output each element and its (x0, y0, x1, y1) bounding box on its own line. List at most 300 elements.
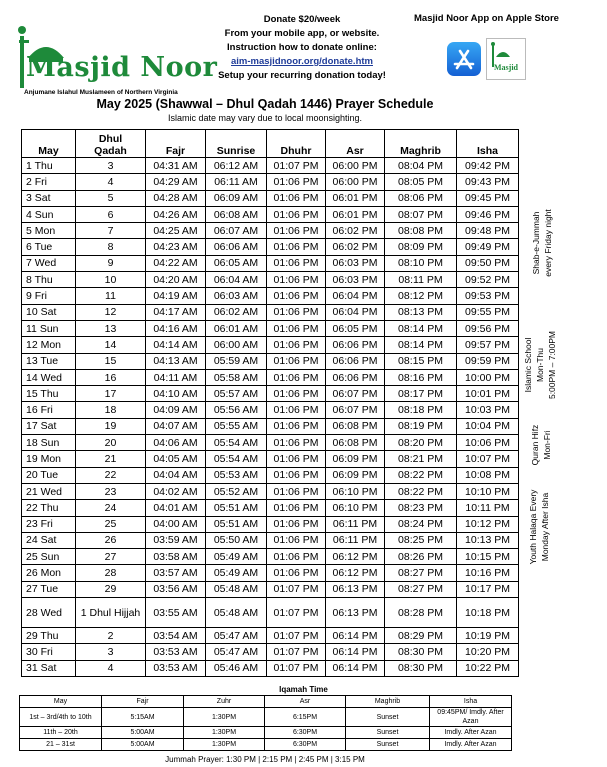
iqamah-row (20, 708, 512, 727)
time-cell: 10:18 PM (457, 598, 519, 628)
day-cell: 16 Fri (22, 402, 76, 418)
time-cell: 01:06 PM (267, 516, 326, 532)
time-cell: 10:08 PM (457, 467, 519, 483)
table-row (22, 532, 519, 548)
time-cell: 08:16 PM (385, 369, 457, 385)
time-cell: 10:17 PM (457, 581, 519, 597)
time-cell: 10:04 PM (457, 418, 519, 434)
time-cell: 04:13 AM (146, 353, 206, 369)
col-header-fajr: Fajr (146, 130, 206, 158)
time-cell: 01:07 PM (267, 628, 326, 644)
time-cell: 06:14 PM (326, 660, 385, 676)
day-cell: 19 Mon (22, 451, 76, 467)
hijri-date-cell: 13 (76, 320, 146, 336)
time-cell: 08:14 PM (385, 337, 457, 353)
day-cell: 29 Thu (22, 628, 76, 644)
time-cell: 06:07 AM (206, 223, 267, 239)
hijri-date-cell: 28 (76, 565, 146, 581)
iqamah-body (20, 708, 512, 751)
time-cell: 08:30 PM (385, 644, 457, 660)
day-cell: 28 Wed (22, 598, 76, 628)
day-cell: 12 Mon (22, 337, 76, 353)
time-cell: 06:08 PM (326, 435, 385, 451)
time-cell: 10:13 PM (457, 532, 519, 548)
iqamah-cell: 1:30PM (184, 727, 265, 739)
time-cell: 05:54 AM (206, 451, 267, 467)
time-cell: 06:02 PM (326, 223, 385, 239)
time-cell: 06:13 PM (326, 598, 385, 628)
time-cell: 09:49 PM (457, 239, 519, 255)
time-cell: 09:52 PM (457, 272, 519, 288)
day-cell: 3 Sat (22, 190, 76, 206)
time-cell: 08:25 PM (385, 532, 457, 548)
table-row (22, 239, 519, 255)
iqamah-cell: 6:15PM (265, 708, 346, 727)
time-cell: 05:53 AM (206, 467, 267, 483)
day-cell: 7 Wed (22, 255, 76, 271)
time-cell: 04:25 AM (146, 223, 206, 239)
time-cell: 08:28 PM (385, 598, 457, 628)
time-cell: 06:14 PM (326, 628, 385, 644)
time-cell: 03:54 AM (146, 628, 206, 644)
hijri-date-cell: 29 (76, 581, 146, 597)
table-row (22, 451, 519, 467)
time-cell: 06:01 PM (326, 190, 385, 206)
time-cell: 08:22 PM (385, 467, 457, 483)
time-cell: 01:06 PM (267, 483, 326, 499)
time-cell: 04:16 AM (146, 320, 206, 336)
time-cell: 01:06 PM (267, 369, 326, 385)
time-cell: 01:06 PM (267, 174, 326, 190)
time-cell: 06:03 PM (326, 272, 385, 288)
day-cell: 21 Wed (22, 483, 76, 499)
iqamah-cell: Sunset (346, 727, 430, 739)
time-cell: 08:13 PM (385, 304, 457, 320)
time-cell: 09:56 PM (457, 320, 519, 336)
time-cell: 05:59 AM (206, 353, 267, 369)
table-row (22, 320, 519, 336)
hijri-date-cell: 18 (76, 402, 146, 418)
day-cell: 14 Wed (22, 369, 76, 385)
time-cell: 04:31 AM (146, 158, 206, 174)
table-row (22, 628, 519, 644)
time-cell: 05:51 AM (206, 500, 267, 516)
time-cell: 01:07 PM (267, 581, 326, 597)
svg-text:Masjid: Masjid (494, 63, 518, 72)
time-cell: 09:46 PM (457, 206, 519, 222)
day-cell: 6 Tue (22, 239, 76, 255)
time-cell: 04:00 AM (146, 516, 206, 532)
time-cell: 09:53 PM (457, 288, 519, 304)
hijri-date-cell: 22 (76, 467, 146, 483)
jummah-times: Jummah Prayer: 1:30 PM | 2:15 PM | 2:45 PM | 3:15 PM (165, 755, 365, 764)
table-row (22, 206, 519, 222)
time-cell: 05:48 AM (206, 581, 267, 597)
time-cell: 08:21 PM (385, 451, 457, 467)
day-cell: 17 Sat (22, 418, 76, 434)
time-cell: 08:23 PM (385, 500, 457, 516)
time-cell: 10:20 PM (457, 644, 519, 660)
time-cell: 01:06 PM (267, 320, 326, 336)
app-store-icon[interactable] (447, 42, 481, 76)
time-cell: 08:07 PM (385, 206, 457, 222)
side-note-islamic-school: Islamic School Mon-Thu 5:00PM – 7:00PM (523, 330, 557, 400)
time-cell: 01:06 PM (267, 467, 326, 483)
hijri-date-cell: 6 (76, 206, 146, 222)
day-cell: 22 Thu (22, 500, 76, 516)
side-note-youth-halaqa: Youth Halaqa Every Monday After Isha (528, 489, 550, 565)
time-cell: 08:30 PM (385, 660, 457, 676)
time-cell: 05:58 AM (206, 369, 267, 385)
iqamah-cell: 5:15AM (102, 708, 184, 727)
time-cell: 01:06 PM (267, 532, 326, 548)
time-cell: 10:19 PM (457, 628, 519, 644)
logo-name: Masjid Noor (26, 52, 218, 83)
iqamah-cell: 21 – 31st (20, 739, 102, 751)
iqamah-cell: 5:00AM (102, 727, 184, 739)
table-row (22, 255, 519, 271)
time-cell: 06:08 AM (206, 206, 267, 222)
time-cell: 05:46 AM (206, 660, 267, 676)
iqamah-cell: 1:30PM (184, 739, 265, 751)
page-title: May 2025 (Shawwal – Dhul Qadah 1446) Prayer Schedule (96, 97, 434, 111)
time-cell: 08:26 PM (385, 549, 457, 565)
time-cell: 06:12 PM (326, 565, 385, 581)
hijri-date-cell: 12 (76, 304, 146, 320)
donate-link[interactable]: aim-masjidnoor.org/donate.htm (231, 56, 373, 67)
time-cell: 04:23 AM (146, 239, 206, 255)
hijri-date-cell: 4 (76, 660, 146, 676)
table-row (22, 483, 519, 499)
time-cell: 06:07 PM (326, 386, 385, 402)
time-cell: 06:12 AM (206, 158, 267, 174)
table-row (22, 174, 519, 190)
table-row (22, 660, 519, 676)
time-cell: 08:05 PM (385, 174, 457, 190)
time-cell: 08:08 PM (385, 223, 457, 239)
day-cell: 1 Thu (22, 158, 76, 174)
time-cell: 08:24 PM (385, 516, 457, 532)
time-cell: 04:05 AM (146, 451, 206, 467)
time-cell: 08:11 PM (385, 272, 457, 288)
time-cell: 01:06 PM (267, 206, 326, 222)
time-cell: 01:06 PM (267, 402, 326, 418)
time-cell: 06:11 PM (326, 532, 385, 548)
day-cell: 4 Sun (22, 206, 76, 222)
hijri-date-cell: 24 (76, 500, 146, 516)
time-cell: 10:12 PM (457, 516, 519, 532)
iqamah-cell: Sunset (346, 708, 430, 727)
time-cell: 08:20 PM (385, 435, 457, 451)
hijri-date-cell: 7 (76, 223, 146, 239)
time-cell: 04:20 AM (146, 272, 206, 288)
table-row (22, 598, 519, 628)
time-cell: 10:11 PM (457, 500, 519, 516)
iqamah-cell: 1st – 3rd/4th to 10th (20, 708, 102, 727)
time-cell: 08:22 PM (385, 483, 457, 499)
donate-footer: Setup your recurring donation today! (218, 70, 386, 81)
table-row (22, 190, 519, 206)
table-row (22, 288, 519, 304)
table-row (22, 369, 519, 385)
time-cell: 06:04 PM (326, 288, 385, 304)
iqamah-cell: 6:30PM (265, 727, 346, 739)
time-cell: 06:07 PM (326, 402, 385, 418)
time-cell: 08:29 PM (385, 628, 457, 644)
time-cell: 10:01 PM (457, 386, 519, 402)
time-cell: 05:54 AM (206, 435, 267, 451)
time-cell: 06:06 PM (326, 353, 385, 369)
day-cell: 26 Mon (22, 565, 76, 581)
hijri-date-cell: 17 (76, 386, 146, 402)
iqamah-title: Iqamah Time (279, 685, 328, 694)
donate-line: Instruction how to donate online: (227, 42, 377, 53)
time-cell: 06:03 PM (326, 255, 385, 271)
hijri-date-cell: 10 (76, 272, 146, 288)
time-cell: 10:10 PM (457, 483, 519, 499)
day-cell: 5 Mon (22, 223, 76, 239)
day-cell: 18 Sun (22, 435, 76, 451)
iqamah-col-header: Isha (430, 696, 512, 708)
hijri-date-cell: 5 (76, 190, 146, 206)
time-cell: 08:27 PM (385, 565, 457, 581)
hijri-date-cell: 4 (76, 174, 146, 190)
time-cell: 06:13 PM (326, 581, 385, 597)
iqamah-cell: Imdly. After Azan (430, 739, 512, 751)
time-cell: 10:00 PM (457, 369, 519, 385)
hijri-date-cell: 15 (76, 353, 146, 369)
table-row (22, 565, 519, 581)
time-cell: 08:18 PM (385, 402, 457, 418)
time-cell: 04:10 AM (146, 386, 206, 402)
time-cell: 03:59 AM (146, 532, 206, 548)
time-cell: 04:04 AM (146, 467, 206, 483)
iqamah-cell: 5:00AM (102, 739, 184, 751)
table-row (22, 467, 519, 483)
time-cell: 09:59 PM (457, 353, 519, 369)
time-cell: 09:45 PM (457, 190, 519, 206)
time-cell: 06:11 PM (326, 516, 385, 532)
iqamah-header-row (20, 696, 512, 708)
time-cell: 06:00 PM (326, 158, 385, 174)
iqamah-col-header: Maghrib (346, 696, 430, 708)
time-cell: 04:29 AM (146, 174, 206, 190)
hijri-date-cell: 11 (76, 288, 146, 304)
time-cell: 04:26 AM (146, 206, 206, 222)
time-cell: 08:19 PM (385, 418, 457, 434)
time-cell: 06:09 PM (326, 467, 385, 483)
time-cell: 03:55 AM (146, 598, 206, 628)
time-cell: 08:06 PM (385, 190, 457, 206)
table-row (22, 644, 519, 660)
day-cell: 8 Thu (22, 272, 76, 288)
time-cell: 06:04 PM (326, 304, 385, 320)
time-cell: 06:00 PM (326, 174, 385, 190)
iqamah-cell: 09:45PM/ Imdly. After Azan (430, 708, 512, 727)
time-cell: 05:49 AM (206, 549, 267, 565)
hijri-date-cell: 1 Dhul Hijjah (76, 598, 146, 628)
table-row (22, 158, 519, 174)
time-cell: 09:55 PM (457, 304, 519, 320)
time-cell: 01:06 PM (267, 255, 326, 271)
time-cell: 09:43 PM (457, 174, 519, 190)
appstore-text: Masjid Noor App on Apple Store (414, 13, 559, 24)
iqamah-cell: 11th – 20th (20, 727, 102, 739)
day-cell: 9 Fri (22, 288, 76, 304)
iqamah-cell: 6:30PM (265, 739, 346, 751)
logo-org: Anjumane Islahul Muslameen of Northern Virginia (24, 89, 178, 96)
table-header-row (22, 130, 519, 158)
hijri-date-cell: 9 (76, 255, 146, 271)
day-cell: 11 Sun (22, 320, 76, 336)
time-cell: 01:06 PM (267, 565, 326, 581)
time-cell: 10:03 PM (457, 402, 519, 418)
hijri-date-cell: 27 (76, 549, 146, 565)
time-cell: 05:49 AM (206, 565, 267, 581)
col-header-dhuhr: Dhuhr (267, 130, 326, 158)
col-header-sunrise: Sunrise (206, 130, 267, 158)
donate-line: From your mobile app, or website. (224, 28, 380, 39)
day-cell: 23 Fri (22, 516, 76, 532)
col-header-may: May (22, 130, 76, 158)
time-cell: 06:01 AM (206, 320, 267, 336)
time-cell: 05:48 AM (206, 598, 267, 628)
time-cell: 04:06 AM (146, 435, 206, 451)
table-row (22, 337, 519, 353)
day-cell: 30 Fri (22, 644, 76, 660)
time-cell: 04:09 AM (146, 402, 206, 418)
iqamah-row (20, 739, 512, 751)
iqamah-cell: Imdly. After Azan (430, 727, 512, 739)
time-cell: 06:02 AM (206, 304, 267, 320)
donate-block (192, 13, 412, 83)
time-cell: 09:42 PM (457, 158, 519, 174)
time-cell: 01:06 PM (267, 500, 326, 516)
hijri-date-cell: 19 (76, 418, 146, 434)
time-cell: 04:11 AM (146, 369, 206, 385)
schedule-body (22, 158, 519, 677)
day-cell: 2 Fri (22, 174, 76, 190)
time-cell: 10:22 PM (457, 660, 519, 676)
masjid-app-icon[interactable] (486, 38, 526, 80)
iqamah-cell: 1:30PM (184, 708, 265, 727)
day-cell: 15 Thu (22, 386, 76, 402)
day-cell: 27 Tue (22, 581, 76, 597)
prayer-schedule-table (21, 129, 519, 677)
day-cell: 13 Tue (22, 353, 76, 369)
hijri-date-cell: 8 (76, 239, 146, 255)
col-header-maghrib: Maghrib (385, 130, 457, 158)
col-header-asr: Asr (326, 130, 385, 158)
time-cell: 06:10 PM (326, 483, 385, 499)
time-cell: 04:22 AM (146, 255, 206, 271)
time-cell: 05:47 AM (206, 644, 267, 660)
iqamah-col-header: Asr (265, 696, 346, 708)
time-cell: 09:57 PM (457, 337, 519, 353)
table-row (22, 386, 519, 402)
hijri-date-cell: 21 (76, 451, 146, 467)
time-cell: 06:00 AM (206, 337, 267, 353)
time-cell: 05:57 AM (206, 386, 267, 402)
time-cell: 06:03 AM (206, 288, 267, 304)
time-cell: 01:06 PM (267, 337, 326, 353)
iqamah-col-header: May (20, 696, 102, 708)
time-cell: 08:15 PM (385, 353, 457, 369)
time-cell: 04:07 AM (146, 418, 206, 434)
day-cell: 20 Tue (22, 467, 76, 483)
time-cell: 03:58 AM (146, 549, 206, 565)
time-cell: 01:06 PM (267, 386, 326, 402)
time-cell: 09:48 PM (457, 223, 519, 239)
table-row (22, 304, 519, 320)
table-row (22, 353, 519, 369)
time-cell: 04:01 AM (146, 500, 206, 516)
table-row (22, 272, 519, 288)
hijri-date-cell: 20 (76, 435, 146, 451)
time-cell: 06:06 PM (326, 369, 385, 385)
table-row (22, 402, 519, 418)
page-subtitle: Islamic date may vary due to local moonsighting. (167, 113, 363, 123)
time-cell: 03:56 AM (146, 581, 206, 597)
hijri-date-cell: 16 (76, 369, 146, 385)
iqamah-table (19, 695, 512, 751)
time-cell: 06:04 AM (206, 272, 267, 288)
time-cell: 04:28 AM (146, 190, 206, 206)
time-cell: 01:07 PM (267, 598, 326, 628)
col-header-dhul-qadah: Dhul Qadah (76, 130, 146, 158)
time-cell: 06:02 PM (326, 239, 385, 255)
time-cell: 05:50 AM (206, 532, 267, 548)
day-cell: 10 Sat (22, 304, 76, 320)
time-cell: 08:04 PM (385, 158, 457, 174)
time-cell: 05:55 AM (206, 418, 267, 434)
time-cell: 08:14 PM (385, 320, 457, 336)
time-cell: 04:02 AM (146, 483, 206, 499)
hijri-date-cell: 26 (76, 532, 146, 548)
time-cell: 06:12 PM (326, 549, 385, 565)
time-cell: 01:06 PM (267, 272, 326, 288)
hijri-date-cell: 3 (76, 158, 146, 174)
hijri-date-cell: 3 (76, 644, 146, 660)
time-cell: 08:10 PM (385, 255, 457, 271)
time-cell: 06:06 AM (206, 239, 267, 255)
col-header-isha: Isha (457, 130, 519, 158)
time-cell: 01:06 PM (267, 549, 326, 565)
time-cell: 04:17 AM (146, 304, 206, 320)
time-cell: 08:09 PM (385, 239, 457, 255)
day-cell: 25 Sun (22, 549, 76, 565)
time-cell: 06:01 PM (326, 206, 385, 222)
iqamah-cell: Sunset (346, 739, 430, 751)
time-cell: 01:06 PM (267, 353, 326, 369)
hijri-date-cell: 23 (76, 483, 146, 499)
time-cell: 01:06 PM (267, 239, 326, 255)
time-cell: 06:06 PM (326, 337, 385, 353)
time-cell: 08:27 PM (385, 581, 457, 597)
time-cell: 10:06 PM (457, 435, 519, 451)
hijri-date-cell: 25 (76, 516, 146, 532)
time-cell: 05:52 AM (206, 483, 267, 499)
table-row (22, 581, 519, 597)
time-cell: 09:50 PM (457, 255, 519, 271)
time-cell: 01:07 PM (267, 158, 326, 174)
time-cell: 06:09 AM (206, 190, 267, 206)
time-cell: 05:56 AM (206, 402, 267, 418)
table-row (22, 223, 519, 239)
time-cell: 01:07 PM (267, 660, 326, 676)
time-cell: 01:06 PM (267, 451, 326, 467)
day-cell: 24 Sat (22, 532, 76, 548)
